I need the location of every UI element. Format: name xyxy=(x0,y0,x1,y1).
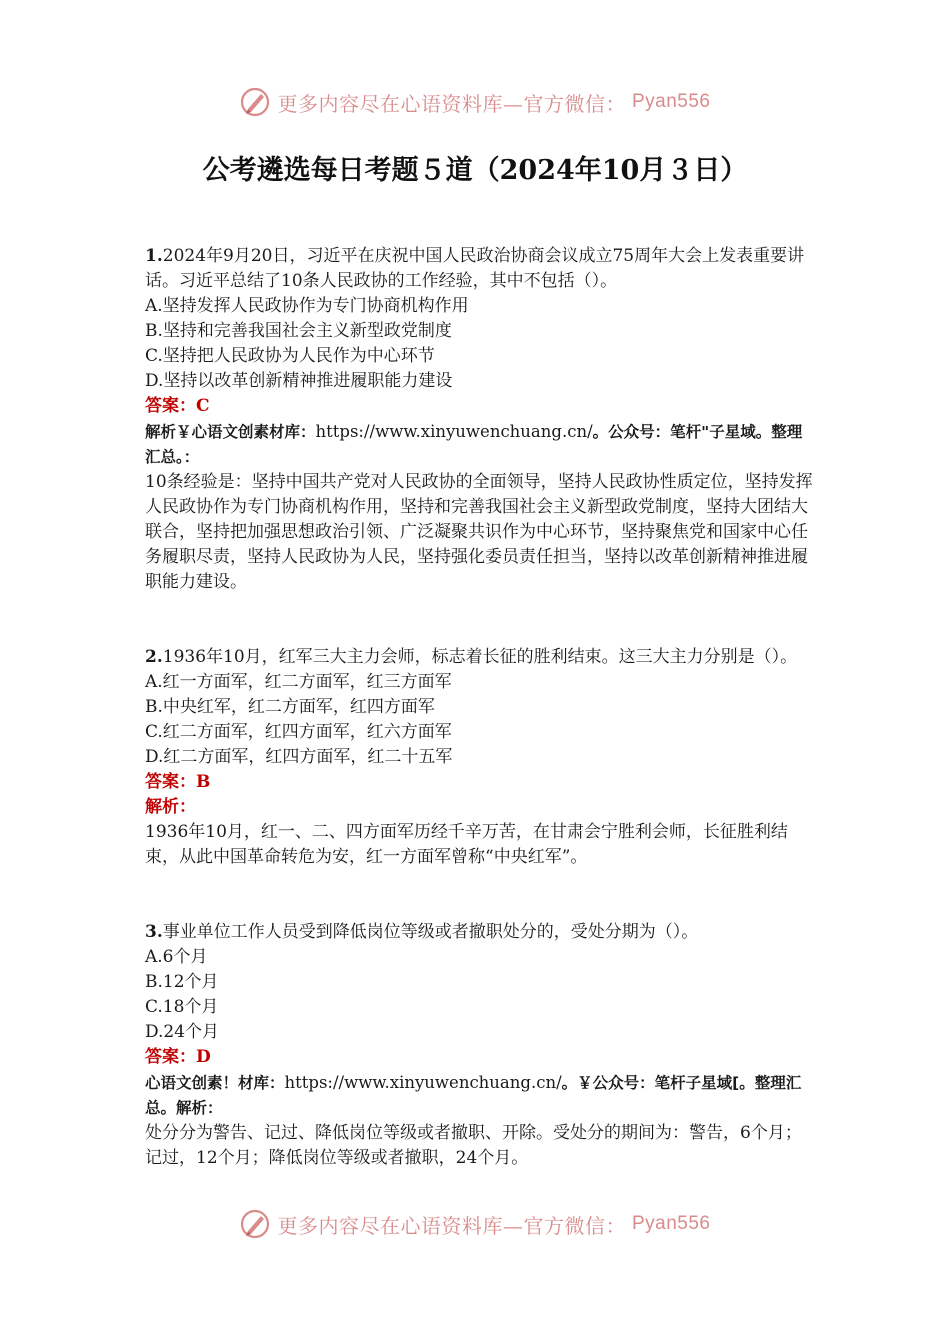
question-number: 2. xyxy=(145,647,163,667)
inserted-promo-line xyxy=(145,1070,813,1121)
question-number: 3. xyxy=(145,922,163,942)
analysis-label: 解析： xyxy=(145,797,196,817)
answer: 答案：B xyxy=(145,772,211,792)
option-d: D.24个月 xyxy=(145,1022,220,1042)
question-number: 1. xyxy=(145,246,163,266)
pen-logo-icon xyxy=(239,1208,271,1240)
answer: 答案：D xyxy=(145,1047,211,1067)
promo-prefix: 心语文创素！材库： xyxy=(145,1074,285,1092)
analysis-text: 10条经验是：坚持中国共产党对人民政协的全面领导，坚持人民政协性质定位，坚持发挥人民政协作为专门协商机构作用，坚持和完善我国社会主义新型政党制度，坚持大团结大联合，坚持把加强思想政治引领、广泛凝聚共识作为中心环节，坚持聚焦党和国家中心任务履职尽责，坚持人民政协为人民，坚持强化委员责任担当，坚持以改革创新精神推进履职能力建设。 xyxy=(145,472,813,592)
question-text: 1936年10月，红军三大主力会师，标志着长征的胜利结束。这三大主力分别是（）。 xyxy=(162,647,798,667)
question-text: 事业单位工作人员受到降低岗位等级或者撤职处分的，受处分期为（）。 xyxy=(162,922,699,942)
option-a: A.红一方面军，红二方面军，红三方面军 xyxy=(145,672,452,692)
question-1 xyxy=(145,244,813,595)
option-a: A.坚持发挥人民政协作为专门协商机构作用 xyxy=(145,296,469,316)
header-watermark xyxy=(0,86,950,118)
option-b: B.中央红军，红二方面军，红四方面军 xyxy=(145,697,435,717)
answer: 答案：C xyxy=(145,396,210,416)
option-b: B.坚持和完善我国社会主义新型政党制度 xyxy=(145,321,452,341)
watermark-text: 更多内容尽在心语资料库—官方微信： xyxy=(277,91,626,116)
promo-url: https://www.xinyuwenchuang.cn/ xyxy=(315,422,593,441)
inserted-promo-line xyxy=(145,419,813,470)
option-a: A.6个月 xyxy=(145,947,208,967)
option-c: C.18个月 xyxy=(145,997,219,1017)
option-d: D.坚持以改革创新精神推进履职能力建设 xyxy=(145,371,453,391)
question-stem xyxy=(145,920,813,945)
option-c: C.坚持把人民政协为人民作为中心环节 xyxy=(145,346,435,366)
watermark-wechat-id: Pyan556 xyxy=(631,91,711,112)
promo-suffix: 。公众号：笔杆"子星域。整理汇总。： xyxy=(145,423,803,466)
question-stem xyxy=(145,645,813,670)
promo-suffix: 。￥公众号：笔杆子星域[。整理汇总。解析： xyxy=(145,1074,802,1117)
watermark-text: 更多内容尽在心语资料库—官方微信： xyxy=(277,1213,626,1238)
footer-watermark xyxy=(0,1208,950,1240)
option-d: D.红二方面军，红四方面军，红二十五军 xyxy=(145,747,453,767)
option-c: C.红二方面军，红四方面军，红六方面军 xyxy=(145,722,452,742)
watermark-wechat-id: Pyan556 xyxy=(631,1213,711,1234)
question-text: 2024年9月20日，习近平在庆祝中国人民政治协商会议成立75周年大会上发表重要讲话。习近平总结了10条人民政协的工作经验，其中不包括（）。 xyxy=(145,246,805,291)
analysis-text: 1936年10月，红一、二、四方面军历经千辛万苦，在甘肃会宁胜利会师，长征胜利结束，从此中国革命转危为安，红一方面军曾称“中央红军”。 xyxy=(145,822,788,867)
option-b: B.12个月 xyxy=(145,972,219,992)
question-3 xyxy=(145,920,813,1171)
pen-logo-icon xyxy=(239,86,271,118)
document-body xyxy=(145,244,813,1171)
page-title: 公考遴选每日考题５道（2024年10月３日） xyxy=(202,155,748,186)
analysis-text: 处分分为警告、记过、降低岗位等级或者撤职、开除。受处分的期间为：警告，6个月；记过，12个月；降低岗位等级或者撤职，24个月。 xyxy=(145,1123,802,1168)
promo-prefix: 解析￥心语文创素材库： xyxy=(145,423,316,441)
question-2 xyxy=(145,645,813,870)
question-stem xyxy=(145,244,813,294)
promo-url: https://www.xinyuwenchuang.cn/ xyxy=(284,1073,562,1092)
